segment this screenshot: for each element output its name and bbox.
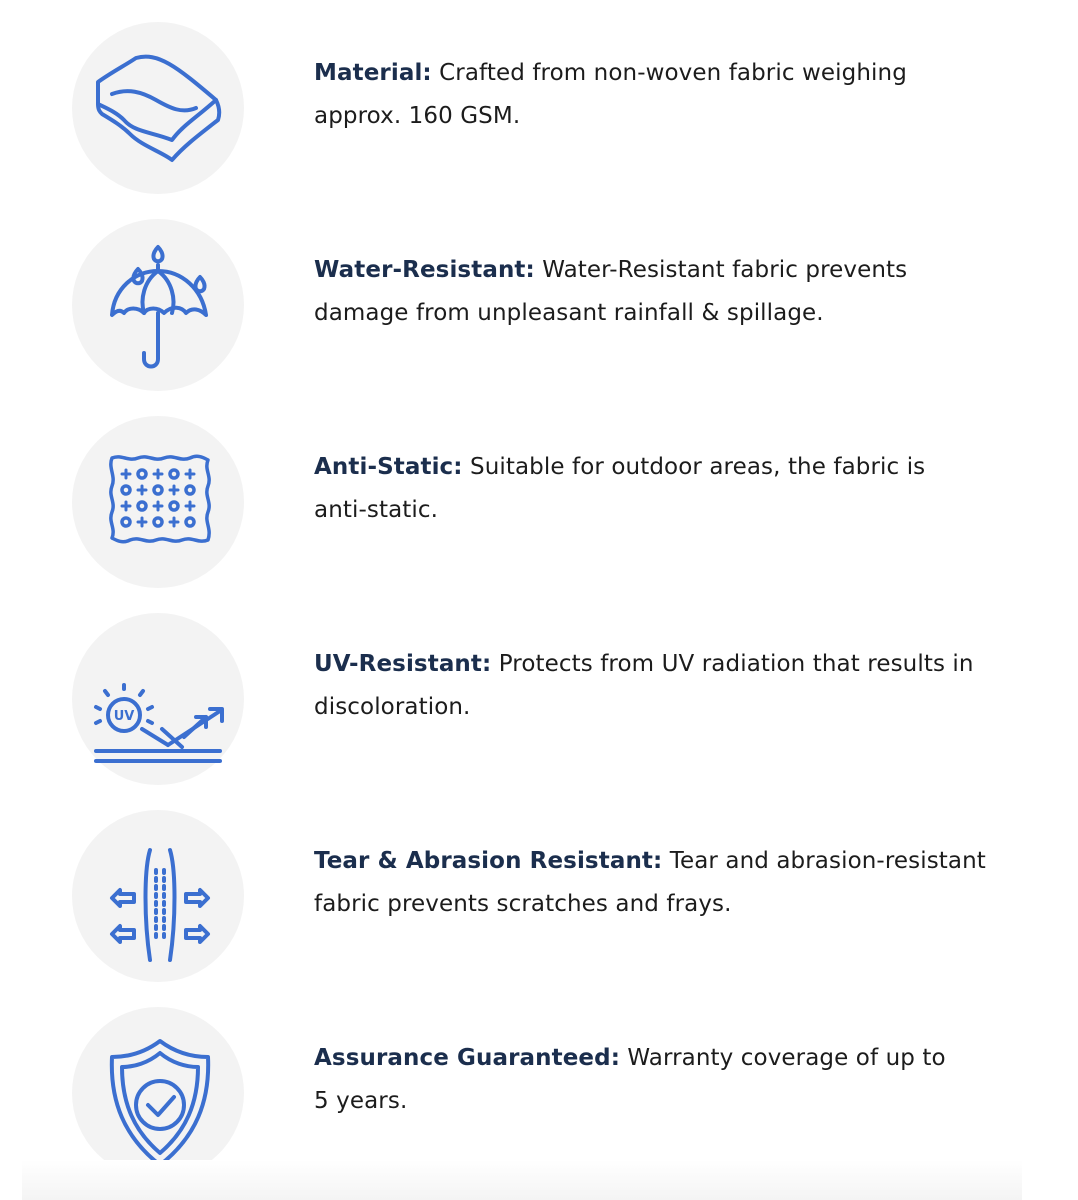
feature-row-assurance — [0, 985, 1078, 1165]
feature-desc-line2: fabric prevents scratches and frays. — [314, 891, 732, 917]
feature-label: Tear & Abrasion Resistant: — [314, 848, 663, 874]
uv-sun-icon — [72, 613, 244, 785]
feature-desc-line2: discoloration. — [314, 694, 471, 720]
feature-row-water-resistant — [0, 197, 1078, 377]
feature-label: Anti-Static: — [314, 454, 463, 480]
feature-label: Material: — [314, 60, 432, 86]
feature-label: Assurance Guaranteed: — [314, 1045, 620, 1071]
feature-text — [314, 643, 1004, 729]
feature-row-tear-resistant — [0, 788, 1078, 968]
feature-text — [314, 249, 1004, 335]
shield-check-icon — [72, 1007, 244, 1179]
feature-row-uv-resistant — [0, 591, 1078, 771]
bottom-fade — [22, 1160, 1022, 1200]
icon-circle — [72, 810, 244, 982]
feature-desc-line2: damage from unpleasant rainfall & spillage. — [314, 300, 824, 326]
icon-circle — [72, 219, 244, 391]
feature-desc-line1: Tear and abrasion-resistant — [662, 848, 986, 874]
feature-desc-line1: Crafted from non-woven fabric weighing — [431, 60, 907, 86]
feature-desc-line2: approx. 160 GSM. — [314, 103, 521, 129]
feature-desc-line1: Water-Resistant fabric prevents — [534, 257, 908, 283]
feature-text — [314, 52, 1004, 138]
feature-text — [314, 840, 1004, 926]
svg-text:UV: UV — [113, 709, 135, 724]
icon-circle — [72, 1007, 244, 1179]
umbrella-icon — [72, 219, 244, 391]
feature-desc-line1: Suitable for outdoor areas, the fabric is — [462, 454, 926, 480]
feature-row-material — [0, 0, 1078, 180]
feature-desc-line2: 5 years. — [314, 1088, 408, 1114]
icon-circle — [72, 416, 244, 588]
feature-row-anti-static — [0, 394, 1078, 574]
feature-text — [314, 446, 1004, 532]
feature-label: UV-Resistant: — [314, 651, 492, 677]
feature-desc-line1: Protects from UV radiation that results in — [491, 651, 974, 677]
anti-static-fabric-icon — [72, 416, 244, 588]
icon-circle — [72, 613, 244, 785]
feature-desc-line1: Warranty coverage of up to — [620, 1045, 946, 1071]
feature-text — [314, 1037, 1004, 1123]
fabric-layers-icon — [72, 22, 244, 194]
tear-resistant-icon — [72, 810, 244, 982]
icon-circle — [72, 22, 244, 194]
feature-label: Water-Resistant: — [314, 257, 535, 283]
feature-desc-line2: anti-static. — [314, 497, 439, 523]
